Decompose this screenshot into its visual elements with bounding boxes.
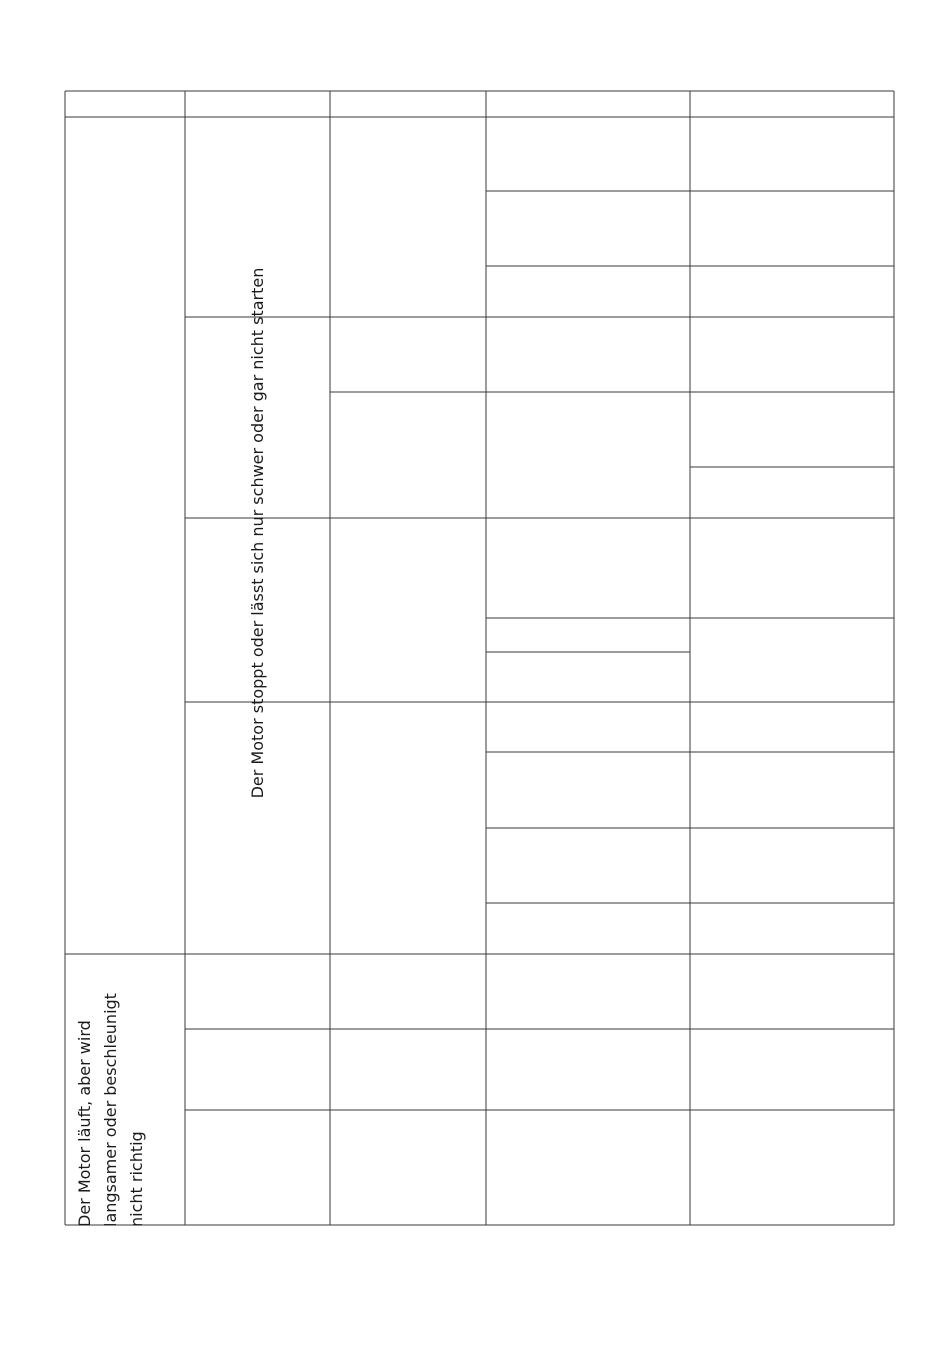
group-label-motor-slows-line-1: Der Motor läuft, aber wird bbox=[75, 1020, 94, 1227]
group-label-motor-slows-line-2: langsamer oder beschleunigt bbox=[101, 993, 120, 1227]
group-label-motor-slows-line-3: nicht richtig bbox=[127, 1131, 146, 1227]
group-label-motor-slows bbox=[72, 977, 152, 1227]
group-label-motor-stops: Der Motor stoppt oder lässt sich nur schwer oder gar nicht starten bbox=[248, 267, 267, 799]
